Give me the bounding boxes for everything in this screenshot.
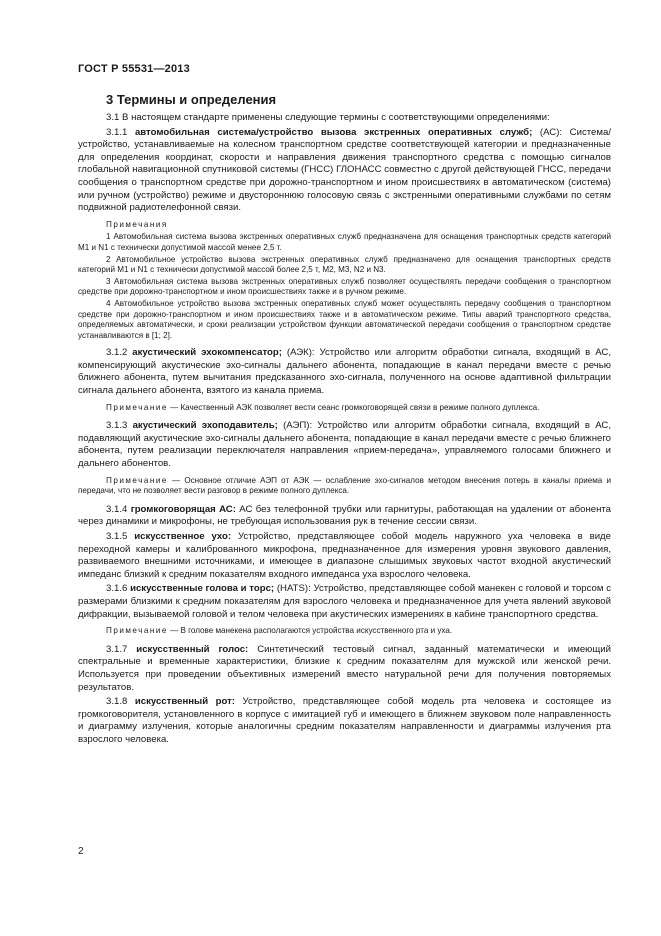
term-3-1-6: [78, 583, 611, 621]
term-3-1-8: [78, 696, 611, 746]
section-title: 3 Термины и определения: [106, 92, 277, 107]
term-definition: АС без телефонной трубки или гарнитуры, работающая на удалении от абонента через динамики и микрофоны, не требующая использования рук в течение сессии связи.: [78, 503, 611, 528]
term-name: искусственный голос:: [136, 643, 249, 655]
note-1: 1 Автомобильная система вызова экстренных оперативных служб предназначена для оснащения транспортных средств категорий М1 и N1 с технически допустимой массой менее 2,5 т.: [78, 232, 611, 252]
term-number: 3.1.4: [106, 503, 131, 515]
note-2: 2 Автомобильное устройство вызова экстренных оперативных служб предназначено для оснащения транспортных средств категорий М1 и N1 с технически допустимой массой более 2,5 т, М2, М3, N2 и N3.: [78, 254, 611, 275]
term-definition: Устройство, представляющее собой модель рта человека и состоящее из громкоговорителя, установленного в корпусе с имитацией губ и имеющего в ближнем звуковом поле направленность и диаграмму излучения, которые аналогичны средним показателям направленности и диаграммы излучения рта взрослого человека.: [78, 696, 611, 745]
note-3-1-3: [78, 476, 611, 497]
term-definition: (АЭК): Устройство или алгоритм обработки сигнала, входящий в АС, компенсирующий акустические эхо-сигналы дальнего абонента, попадающие в канал передачи вместе с речью ближнего абонента, путем вычитания предсказанного эхо-сигнала, полученного на основе адаптивной фильтрации сигнала дальнего абонента, взятого из канала приема.: [78, 347, 611, 397]
term-number: 3.1.6: [106, 583, 131, 595]
note-4: 4 Автомобильное устройство вызова экстренных оперативных служб может осуществлять передачу сообщения о транспортном средстве при дорожно-транспортном и ином происшествиях также и в автоматическом режиме. Типы аварий транспортного средства, определяемых автоматически, и сроки реализации устройством функции автоматической передачи сообщения о транспортном средстве устанавливаются в [1; 2].: [78, 298, 611, 340]
term-name: искусственные голова и торс;: [130, 583, 275, 595]
document-body: [78, 112, 611, 749]
note-text: — В голове манекена располагаются устройства искусственного рта и уха.: [167, 626, 453, 636]
term-number: 3.1.1: [106, 126, 135, 138]
note-label: Примечание: [106, 626, 168, 636]
term-name: автомобильная система/устройство вызова экстренных оперативных служб;: [134, 126, 533, 138]
document-header: ГОСТ Р 55531—2013: [78, 63, 190, 75]
term-definition: (АЭП): Устройство или алгоритм обработки сигнала, входящий в АС, подавляющий акустические эхо-сигналы дальнего абонента, попадающие в канал передачи вместе с речью ближнего абонента, путем реализации переключателя направления «прием-передача», управляемого голосами ближнего и дальнего абонентов.: [78, 420, 611, 470]
term-number: 3.1.5: [106, 531, 135, 542]
term-3-1-3: [78, 420, 611, 470]
page-number: 2: [78, 846, 84, 857]
term-definition: (АС): Система/устройство, устанавливаемые на колесном транспортном средстве соответствующей категории и предназначенные для определения координат, скорости и направления движения транспортного средства с помощью сигналов глобальной навигационной спутниковой системы (ГНСС) ГЛОНАСС совместно с другой действующей ГНСС, передачи сообщения о транспортном средстве при дорожно-транспортном и ином происшествиях в автоматическом (система) или ручном (устройство) режиме и двустороннюю голосовую связь с экстренными оперативными службами по сетям подвижной радиотелефонной связи.: [78, 126, 611, 214]
term-number: 3.1.2: [106, 347, 133, 359]
note-label: Примечание: [106, 402, 168, 412]
notes-heading: Примечания: [106, 219, 168, 229]
term-definition: Устройство, представляющее собой модель наружного уха человека в виде переходной камеры и калиброванного микрофона, предназначенное для измерения уровня звукового давления, развиваемого внешними источниками, и имеющее в диапазоне слышимых звуковых частот входной акустический импеданс близкий к средним показателям входного импеданса уха взрослого человека.: [78, 531, 611, 580]
term-name: акустический эхоподавитель;: [132, 420, 278, 432]
term-3-1-4: [78, 504, 611, 529]
term-number: 3.1.3: [106, 420, 133, 432]
term-3-1-7: [78, 644, 611, 694]
term-number: 3.1.8: [106, 696, 135, 708]
term-3-1-2: [78, 347, 611, 397]
term-3-1-5: [78, 531, 611, 581]
note-text: — Основное отличие АЭП от АЭК — ослабление эхо-сигналов методом внесения потерь в каналы приема и передачи, что не позволяет вести разговор в режиме полного дуплекса.: [78, 475, 611, 496]
note-label: Примечание: [106, 475, 168, 485]
note-3: 3 Автомобильная система вызова экстренных оперативных служб позволяет осуществлять передачи сообщения о транспортном средстве при дорожно-транспортном и ином происшествиях также и в ручном режиме.: [78, 276, 611, 297]
term-name: искусственное ухо:: [134, 531, 232, 542]
term-name: громкоговорящая АС:: [130, 503, 236, 515]
notes-block: [78, 220, 611, 342]
note-text: — Качественный АЭК позволяет вести сеанс громкоговорящей связи в режиме полного дуплекса.: [167, 402, 540, 412]
term-definition: Синтетический тестовый сигнал, заданный математически и имеющий спектральные и временные характеристики, близкие к средним показателям для мужской или женской речи. Используется при проведении объективных измерений вместо натуральной речи для получения повторяемых результатов.: [78, 643, 611, 693]
term-name: искусственный рот:: [134, 696, 236, 708]
term-definition: (HATS): Устройство, представляющее собой манекен с головой и торсом с размерами близкими к средним показателям для взрослого человека и предназначенное для учета явлений звуковой дифракции, вызываемой головой и телом человека при акустических измерениях в кабине транспортного средства.: [78, 583, 612, 620]
term-3-1-1: [78, 127, 611, 215]
note-3-1-6: [78, 626, 611, 637]
term-name: акустический эхокомпенсатор;: [132, 347, 282, 359]
term-number: 3.1.7: [106, 643, 137, 655]
note-3-1-2: [78, 403, 611, 414]
paragraph-3-1: 3.1 В настоящем стандарте применены следующие термины с соответствующими определениями:: [106, 112, 550, 123]
